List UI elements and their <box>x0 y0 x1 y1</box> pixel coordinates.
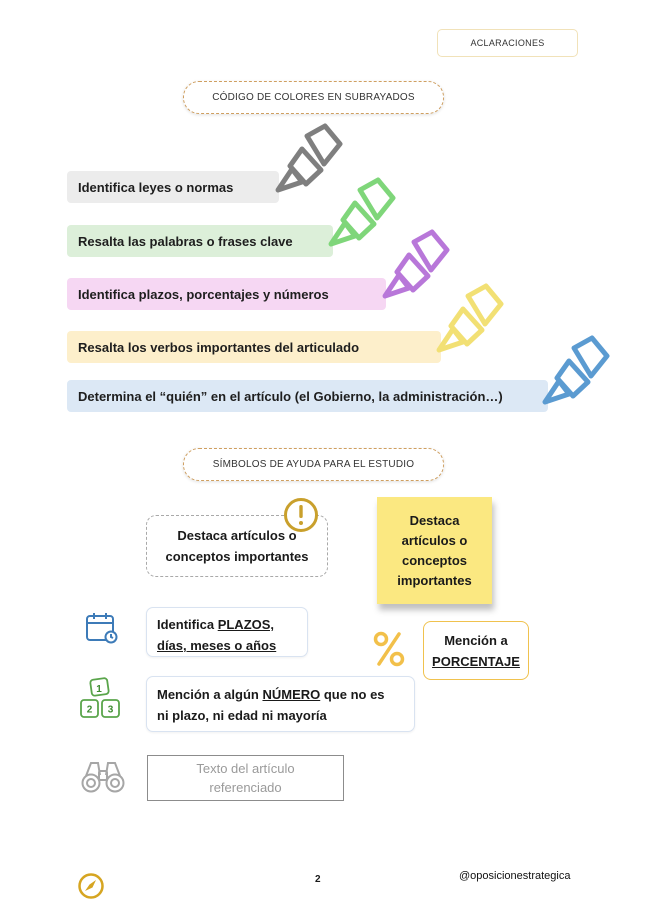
symbols-section-title-text: SÍMBOLOS DE AYUDA PARA EL ESTUDIO <box>212 459 415 470</box>
dashed-box-line2: conceptos importantes <box>165 549 309 564</box>
calendar-icon <box>84 611 120 645</box>
highlighter-yellow-icon <box>427 282 509 358</box>
percent-icon <box>371 629 407 669</box>
section-tag <box>437 29 578 57</box>
highlight-label: Resalta los verbos importantes del articulado <box>78 339 360 355</box>
highlight-bar-gray <box>67 171 279 203</box>
porcentaje-card <box>423 621 529 680</box>
sticky-note <box>377 497 492 604</box>
porcentaje-highlight: PORCENTAJE <box>432 653 520 669</box>
highlight-label: Identifica leyes o normas <box>78 179 234 195</box>
sticky-line1: Destaca <box>409 512 460 528</box>
number-blocks-icon <box>78 676 124 722</box>
highlight-bar-green <box>67 225 333 257</box>
block-digit-3: 3 <box>107 704 114 716</box>
numero-line2: ni plazo, ni edad ni mayoría <box>157 708 327 723</box>
dashed-box-line1: Destaca artículos o <box>177 528 297 543</box>
highlight-bar-pink <box>67 278 386 310</box>
sticky-line3: conceptos <box>401 552 467 568</box>
highlight-bar-blue <box>67 380 548 412</box>
highlight-bar-yellow <box>67 331 441 363</box>
block-digit-2: 2 <box>86 704 93 716</box>
highlight-label: Identifica plazos, porcentajes y números <box>78 286 329 302</box>
section-tag-label: ACLARACIONES <box>470 38 545 48</box>
referencia-line1: Texto del artículo <box>196 761 295 776</box>
numero-suffix: que no es <box>320 687 385 702</box>
footer-handle: @oposicionestrategica <box>459 870 571 882</box>
referencia-box <box>147 755 344 801</box>
plazos-card <box>146 607 308 657</box>
symbols-section-title <box>183 448 444 481</box>
sticky-line4: importantes <box>397 572 472 588</box>
porcentaje-line1: Mención a <box>444 632 508 648</box>
highlighter-blue-icon <box>533 334 615 410</box>
referencia-line2: referenciado <box>209 780 282 795</box>
compass-icon <box>77 872 105 900</box>
plazos-line2: días, meses o años <box>157 638 277 653</box>
highlight-label: Resalta las palabras o frases clave <box>78 233 293 249</box>
colors-section-title <box>183 81 444 114</box>
plazos-highlight: PLAZOS, <box>217 617 275 632</box>
exclamation-icon <box>283 497 319 533</box>
numero-highlight: NÚMERO <box>262 687 321 702</box>
numero-card <box>146 676 415 732</box>
block-digit-1: 1 <box>96 684 102 695</box>
binoculars-icon <box>80 759 126 795</box>
page-number: 2 <box>315 874 321 885</box>
colors-section-title-text: CÓDIGO DE COLORES EN SUBRAYADOS <box>212 92 415 103</box>
highlight-label: Determina el “quién” en el artículo (el Gobierno, la administración…) <box>78 388 503 404</box>
numero-prefix: Mención a algún <box>157 687 263 702</box>
sticky-line2: artículos o <box>401 532 468 548</box>
plazos-prefix: Identifica <box>157 617 218 632</box>
